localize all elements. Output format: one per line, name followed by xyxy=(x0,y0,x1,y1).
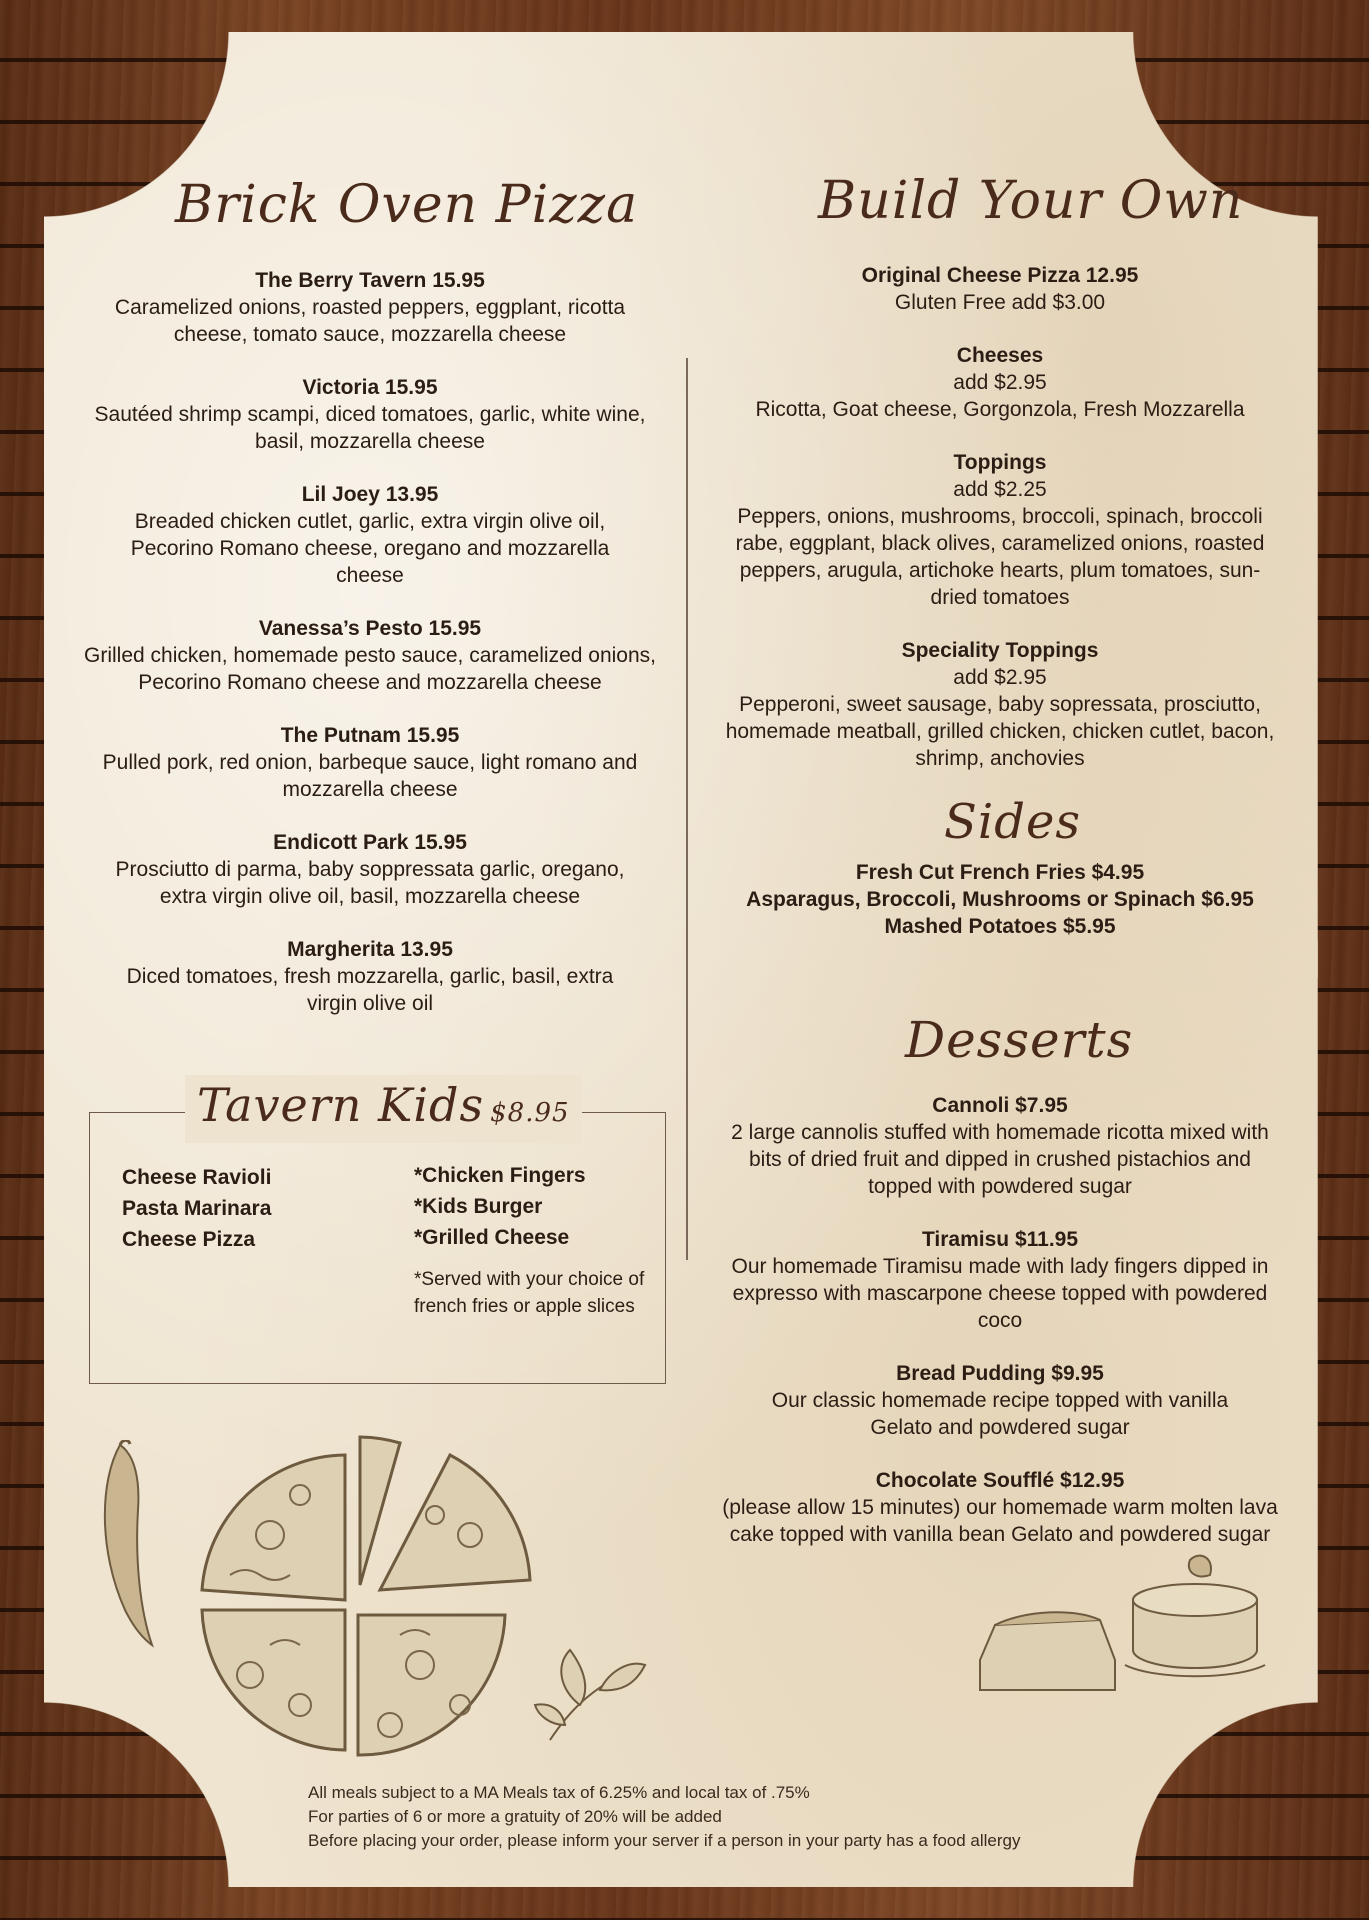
dessert-illustration xyxy=(975,1540,1275,1720)
side-item: Mashed Potatoes $5.95 xyxy=(884,915,1116,938)
build-section-name: Speciality Toppings xyxy=(901,639,1099,662)
menu-item xyxy=(80,829,660,910)
item-desc: Grilled chicken, homemade pesto sauce, caramelized onions, Pecorino Romano cheese and mozzarella cheese xyxy=(84,644,656,694)
footer-line: All meals subject to a MA Meals tax of 6.25% and local tax of .75% xyxy=(308,1783,810,1802)
build-section-desc: Peppers, onions, mushrooms, broccoli, spinach, broccoli rabe, eggplant, black olives, caramelized onions, roasted peppers, arugula, artichoke hearts, plum tomatoes, sun-dried tomatoes xyxy=(735,505,1265,609)
item-desc: Diced tomatoes, fresh mozzarella, garlic, basil, extra virgin olive oil xyxy=(126,965,614,1015)
kids-list-right xyxy=(414,1160,586,1253)
menu-item xyxy=(80,722,660,803)
footer-line: Before placing your order, please inform your server if a person in your party has a food allergy xyxy=(308,1831,1021,1850)
dessert-desc: Our classic homemade recipe topped with vanilla Gelato and powdered sugar xyxy=(771,1389,1229,1439)
item-desc: Sautéed shrimp scampi, diced tomatoes, garlic, white wine, basil, mozzarella cheese xyxy=(94,403,646,453)
column-divider xyxy=(686,358,688,1260)
menu-item xyxy=(80,267,660,348)
menu-item xyxy=(80,374,660,455)
kids-note: *Served with your choice of french fries or apple slices xyxy=(414,1269,645,1317)
build-your-own-title: Build Your Own xyxy=(818,171,1244,231)
kids-item: Cheese Ravioli xyxy=(122,1166,272,1189)
kids-title-text: Tavern Kids xyxy=(197,1078,485,1132)
dessert-desc: 2 large cannolis stuffed with homemade ricotta mixed with bits of dried fruit and dipped in crushed pistachios and topped with powdered sugar xyxy=(731,1121,1269,1198)
item-name: Vanessa’s Pesto 15.95 xyxy=(258,617,482,640)
footer-line: For parties of 6 or more a gratuity of 20% will be added xyxy=(308,1807,722,1826)
pizza-illustration xyxy=(180,1425,540,1765)
kids-item: Cheese Pizza xyxy=(122,1228,256,1251)
build-section-sub: add $2.25 xyxy=(953,478,1047,501)
menu-item xyxy=(80,615,660,696)
build-section xyxy=(720,637,1280,772)
build-section-desc: Pepperoni, sweet sausage, baby sopressata, prosciutto, homemade meatball, grilled chicken, chicken cutlet, bacon, shrimp, anchovies xyxy=(725,693,1275,770)
item-name: The Putnam 15.95 xyxy=(280,724,460,747)
side-item: Asparagus, Broccoli, Mushrooms or Spinach $6.95 xyxy=(746,888,1254,911)
sides-title: Sides xyxy=(944,794,1081,850)
menu-item xyxy=(80,481,660,589)
dessert-item xyxy=(720,1360,1280,1441)
dessert-name: Tiramisu $11.95 xyxy=(921,1228,1079,1251)
item-desc: Breaded chicken cutlet, garlic, extra virgin olive oil, Pecorino Romano cheese, oregano and mozzarella cheese xyxy=(130,510,610,587)
dessert-name: Cannoli $7.95 xyxy=(932,1094,1068,1117)
build-section-sub: add $2.95 xyxy=(953,371,1047,394)
build-section-sub: Gluten Free add $3.00 xyxy=(894,291,1106,314)
menu-item xyxy=(80,936,660,1017)
item-desc: Prosciutto di parma, baby soppressata garlic, oregano, extra virgin olive oil, basil, mozzarella cheese xyxy=(115,858,625,908)
kids-list-left xyxy=(122,1162,271,1255)
build-section xyxy=(720,342,1280,423)
dessert-item xyxy=(720,1467,1280,1548)
kids-item: *Kids Burger xyxy=(414,1195,543,1218)
kids-item: Pasta Marinara xyxy=(122,1197,272,1220)
build-section xyxy=(720,449,1280,611)
brick-oven-title: Brick Oven Pizza xyxy=(175,175,639,235)
item-name: Endicott Park 15.95 xyxy=(273,831,467,854)
kids-item: *Chicken Fingers xyxy=(414,1164,586,1187)
item-name: Margherita 13.95 xyxy=(287,938,453,961)
dessert-name: Chocolate Soufflé $12.95 xyxy=(875,1469,1125,1492)
dessert-item xyxy=(720,1226,1280,1334)
dessert-name: Bread Pudding $9.95 xyxy=(896,1362,1104,1385)
build-your-own-list xyxy=(720,262,1280,784)
desserts-title: Desserts xyxy=(905,1011,1134,1069)
brick-oven-list xyxy=(80,267,660,1043)
desserts-list xyxy=(720,1092,1280,1574)
pepper-illustration xyxy=(90,1440,160,1650)
item-name: Victoria 15.95 xyxy=(302,376,438,399)
kids-price: $8.95 xyxy=(490,1098,570,1128)
item-name: The Berry Tavern 15.95 xyxy=(255,269,485,292)
build-section-sub: add $2.95 xyxy=(953,666,1047,689)
build-section xyxy=(720,262,1280,316)
dessert-desc: (please allow 15 minutes) our homemade warm molten lava cake topped with vanilla bean Gelato and powdered sugar xyxy=(722,1496,1278,1546)
dessert-desc: Our homemade Tiramisu made with lady fingers dipped in expresso with mascarpone cheese topped with powdered coco xyxy=(731,1255,1269,1332)
build-section-name: Toppings xyxy=(953,451,1047,474)
side-item: Fresh Cut French Fries $4.95 xyxy=(855,861,1145,884)
item-desc: Pulled pork, red onion, barbeque sauce, light romano and mozzarella cheese xyxy=(102,751,638,801)
dessert-item xyxy=(720,1092,1280,1200)
kids-item: *Grilled Cheese xyxy=(414,1226,570,1249)
build-section-desc: Ricotta, Goat cheese, Gorgonzola, Fresh Mozzarella xyxy=(755,398,1245,421)
build-section-name: Cheeses xyxy=(956,344,1044,367)
kids-title xyxy=(185,1075,582,1143)
footer-notes xyxy=(308,1781,1020,1853)
item-name: Lil Joey 13.95 xyxy=(301,483,439,506)
basil-illustration xyxy=(530,1630,650,1750)
sides-list xyxy=(720,859,1280,940)
item-desc: Caramelized onions, roasted peppers, eggplant, ricotta cheese, tomato sauce, mozzarella cheese xyxy=(114,296,626,346)
build-section-name: Original Cheese Pizza 12.95 xyxy=(861,264,1139,287)
